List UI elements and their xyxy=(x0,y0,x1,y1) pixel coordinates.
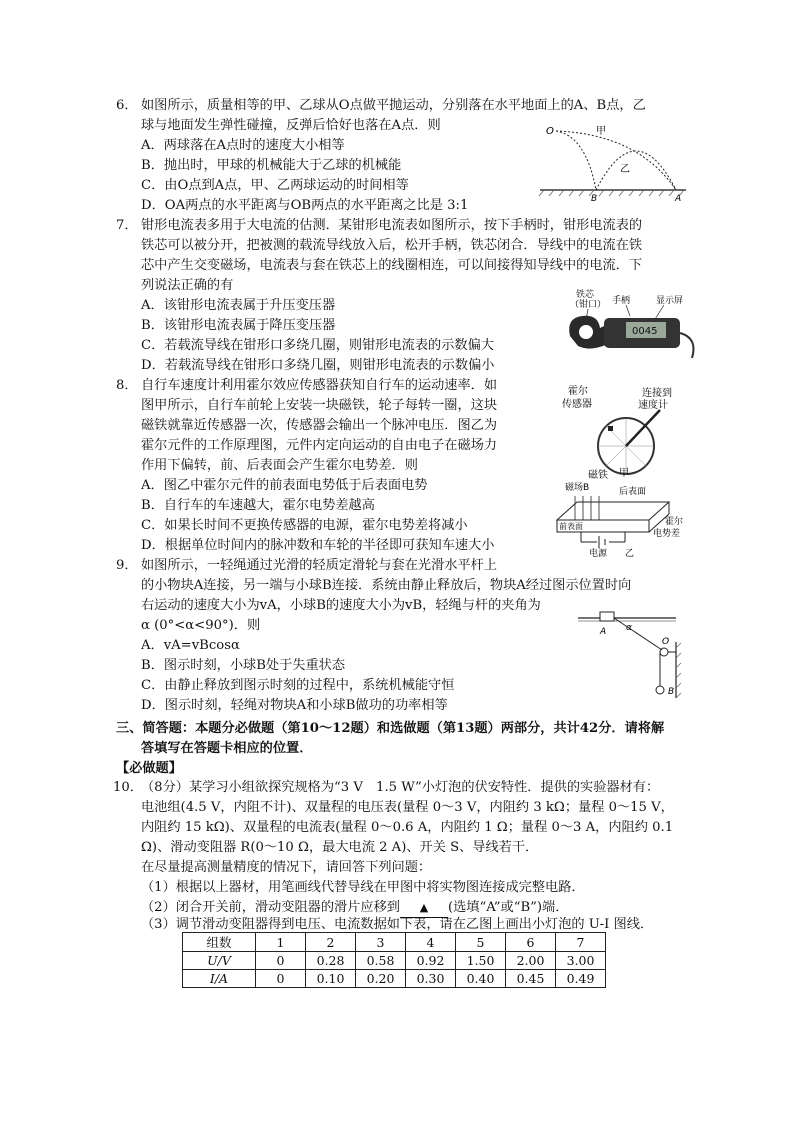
q8-stem-line-4: 霍尔元件的工作原理图，元件内定向运动的自由电子在磁场力 xyxy=(141,438,498,453)
q9-fig-label-alpha: α xyxy=(626,623,632,633)
q7-clamp-meter-figure xyxy=(560,288,700,360)
table-cell: 3.00 xyxy=(556,952,606,970)
q7-option-d: D．若载流导线在钳形口多绕几圈，则钳形电流表的示数偏小 xyxy=(141,358,495,373)
q6-option-c: C．由O点到A点，甲、乙两球运动的时间相等 xyxy=(141,178,409,193)
q8-fig-label-speedometer: 速度计 xyxy=(638,400,668,411)
q6-option-b: B．抛出时，甲球的机械能大于乙球的机械能 xyxy=(141,158,402,173)
table-cell: 0.45 xyxy=(506,970,556,988)
q8-fig-label-field: 磁场B xyxy=(565,483,590,493)
q8-number: 8． xyxy=(116,378,138,393)
table-row xyxy=(183,970,606,988)
table-header-cell: 组数 xyxy=(183,933,256,952)
section-3-heading-line-1: 三、简答题：本题分必做题（第10～12题）和选做题（第13题）两部分，共计42分．请将解 xyxy=(116,721,665,736)
q9-stem-line-4: α (0°<α<90°)．则 xyxy=(141,618,261,633)
q6-number: 6． xyxy=(116,98,138,113)
q8-stem-line-1: 自行车速度计利用霍尔效应传感器获知自行车的运动速率．如 xyxy=(141,378,498,393)
q8-fig-label-hall-voltage-2: 电势差 xyxy=(653,529,681,539)
q9-option-d: D．图示时刻，轻绳对物块A和小球B做功的功率相等 xyxy=(141,698,448,713)
q6-fig-label-a: A xyxy=(675,194,682,202)
table-cell: 0 xyxy=(256,952,306,970)
table-header-cell: 2 xyxy=(306,933,356,952)
table-cell: 0.30 xyxy=(406,970,456,988)
table-cell: 0.10 xyxy=(306,970,356,988)
q7-stem-line-3: 芯中产生交变磁场，电流表与套在铁芯上的线圈相连，可以间接得知导线中的电流．下 xyxy=(141,258,643,273)
table-header-cell: 5 xyxy=(456,933,506,952)
q9-option-b: B．图示时刻，小球B处于失重状态 xyxy=(141,658,346,673)
table-cell: 0.58 xyxy=(356,952,406,970)
q9-stem-line-3: 右运动的速度大小为vA，小球B的速度大小为vB，轻绳与杆的夹角为 xyxy=(141,598,541,613)
q6-fig-label-yi: 乙 xyxy=(620,164,630,175)
q8-fig-label-jia: 甲 xyxy=(619,468,629,479)
q8-fig-label-yi: 乙 xyxy=(625,549,635,558)
q10-stem-line-5: 在尽量提高测量精度的情况下，请回答下列问题： xyxy=(141,860,432,875)
q7-stem-line-2: 铁芯可以被分开，把被测的载流导线放入后，松开手柄，铁芯闭合．导线中的电流在铁 xyxy=(141,238,643,253)
required-questions-label: 【必做题】 xyxy=(116,761,182,776)
section-3-heading-line-2: 答填写在答题卡相应的位置． xyxy=(141,741,313,756)
q6-fig-label-jia: 甲 xyxy=(596,126,606,137)
q8-fig-label-magnet: 磁铁 xyxy=(588,470,608,481)
q9-stem-line-1: 如图所示，一轻绳通过光滑的轻质定滑轮与套在光滑水平杆上 xyxy=(141,558,498,573)
q9-pulley-figure xyxy=(576,606,686,698)
q10-subquestion-2-suffix: (选填“A”或“B”)端． xyxy=(447,900,569,915)
q8-fig-label-front-surface: 前表面 xyxy=(559,522,583,531)
q7-fig-label-core: 铁芯 xyxy=(576,290,595,300)
q10-subquestion-1: （1）根据以上器材，用笔画线代替导线在甲图中将实物图连接成完整电路． xyxy=(141,880,585,895)
q8-option-d: D．根据单位时间内的脉冲数和车轮的半径即可获知车速大小 xyxy=(141,538,495,553)
q7-fig-display-reading: 0045 xyxy=(632,326,658,337)
q9-option-a: A．vA=vBcosα xyxy=(141,638,240,653)
q10-number: 10． xyxy=(113,780,143,795)
table-cell: 0.40 xyxy=(456,970,506,988)
q7-option-b: B．该钳形电流表属于降压变压器 xyxy=(141,318,336,333)
q8-option-b: B．自行车的车速越大，霍尔电势差越高 xyxy=(141,498,375,513)
q6-figure xyxy=(538,122,688,202)
table-cell: 0 xyxy=(256,970,306,988)
table-header-row xyxy=(183,933,606,952)
table-header-cell: 6 xyxy=(506,933,556,952)
q6-stem-line-2: 球与地面发生弹性碰撞，反弹后恰好也落在A点．则 xyxy=(141,118,441,133)
q8-stem-line-5: 作用下偏转，前、后表面会产生霍尔电势差．则 xyxy=(141,458,418,473)
q10-data-table xyxy=(182,932,606,988)
q7-stem-line-1: 钳形电流表多用于大电流的估测．某钳形电流表如图所示，按下手柄时，钳形电流表的 xyxy=(141,218,643,233)
q9-fig-label-a: A xyxy=(600,627,607,637)
q10-subquestion-3: （3）调节滑动变阻器得到电压、电流数据如下表，请在乙图上画出小灯泡的 U-I 图线． xyxy=(141,917,654,932)
q6-option-d: D．OA两点的水平距离与OB两点的水平距离之比是 3:1 xyxy=(141,198,469,213)
q7-option-c: C．若载流导线在钳形口多绕几圈，则钳形电流表的示数偏大 xyxy=(141,338,494,353)
q9-fig-label-b: B xyxy=(668,687,675,697)
q10-subquestion-2-text: （2）闭合开关前，滑动变阻器的滑片应移到 xyxy=(141,900,400,915)
q10-stem-line-4: Ω)、滑动变阻器 R(0～10 Ω，最大电流 2 A)、开关 S、导线若干． xyxy=(141,840,539,855)
q7-number: 7． xyxy=(116,218,138,233)
q7-fig-label-screen: 显示屏 xyxy=(656,296,684,306)
table-cell: 0.49 xyxy=(556,970,606,988)
q9-number: 9． xyxy=(116,558,138,573)
q8-fig-label-hall-voltage-1: 霍尔 xyxy=(665,517,684,527)
q6-fig-label-o: O xyxy=(546,126,554,137)
q7-fig-label-jaw: （钳口） xyxy=(570,300,607,310)
q6-stem-line-1: 如图所示，质量相等的甲、乙球从O点做平抛运动，分别落在水平地面上的A、B点，乙 xyxy=(141,98,646,113)
q8-stem-line-2: 图甲所示，自行车前轮上安装一块磁铁，轮子每转一圈，这块 xyxy=(141,398,498,413)
table-cell: 0.92 xyxy=(406,952,456,970)
q9-stem-line-2: 的小物块A连接，另一端与小球B连接．系统由静止释放后，物块A经过图示位置时向 xyxy=(141,578,632,593)
q7-option-a: A．该钳形电流表属于升压变压器 xyxy=(141,298,336,313)
table-row xyxy=(183,952,606,970)
table-cell: 1.50 xyxy=(456,952,506,970)
q9-fig-label-o: O xyxy=(662,637,670,647)
q10-stem-line-1: （8分）某学习小组欲探究规格为“3 V 1.5 W”小灯泡的伏安特性．提供的实验器材有： xyxy=(141,780,660,795)
q6-fig-label-b: B xyxy=(591,194,598,202)
q10-stem-line-3: 内阻约 15 kΩ)、双量程的电流表(量程 0～0.6 A，内阻约 1 Ω；量程 0～3 A，内阻约 0.1 xyxy=(141,820,674,835)
q8-fig-label-power: 电源 xyxy=(589,549,608,558)
q8-hall-element-figure xyxy=(553,478,693,558)
q9-option-c: C．由静止释放到图示时刻的过程中，系统机械能守恒 xyxy=(141,678,455,693)
table-header-cell: 7 xyxy=(556,933,606,952)
table-header-cell: 1 xyxy=(256,933,306,952)
answer-blank: ▲ xyxy=(400,899,448,918)
q8-stem-line-3: 磁铁就靠近传感器一次，传感器会输出一个脉冲电压．图乙为 xyxy=(141,418,498,433)
q7-stem-line-4: 列说法正确的有 xyxy=(141,278,234,293)
q10-stem-line-2: 电池组(4.5 V，内阻不计)、双量程的电压表(量程 0～3 V，内阻约 3 kΩ；量程 0～15 V， xyxy=(141,800,674,815)
q8-fig-label-connect: 连接到 xyxy=(642,388,672,399)
table-cell: 0.28 xyxy=(306,952,356,970)
table-row-label: U/V xyxy=(183,952,256,970)
q8-fig-label-sensor: 传感器 xyxy=(562,399,592,410)
q6-option-a: A．两球落在A点时的速度大小相等 xyxy=(141,138,345,153)
q8-fig-label-hall: 霍尔 xyxy=(568,386,588,397)
q8-option-c: C．如果长时间不更换传感器的电源，霍尔电势差将减小 xyxy=(141,518,468,533)
table-cell: 2.00 xyxy=(506,952,556,970)
table-header-cell: 4 xyxy=(406,933,456,952)
q8-fig-label-back-surface: 后表面 xyxy=(619,487,647,497)
q7-fig-label-handle: 手柄 xyxy=(612,296,631,306)
table-row-label: I/A xyxy=(183,970,256,988)
q8-option-a: A．图乙中霍尔元件的前表面电势低于后表面电势 xyxy=(141,478,428,493)
table-cell: 0.20 xyxy=(356,970,406,988)
table-header-cell: 3 xyxy=(356,933,406,952)
